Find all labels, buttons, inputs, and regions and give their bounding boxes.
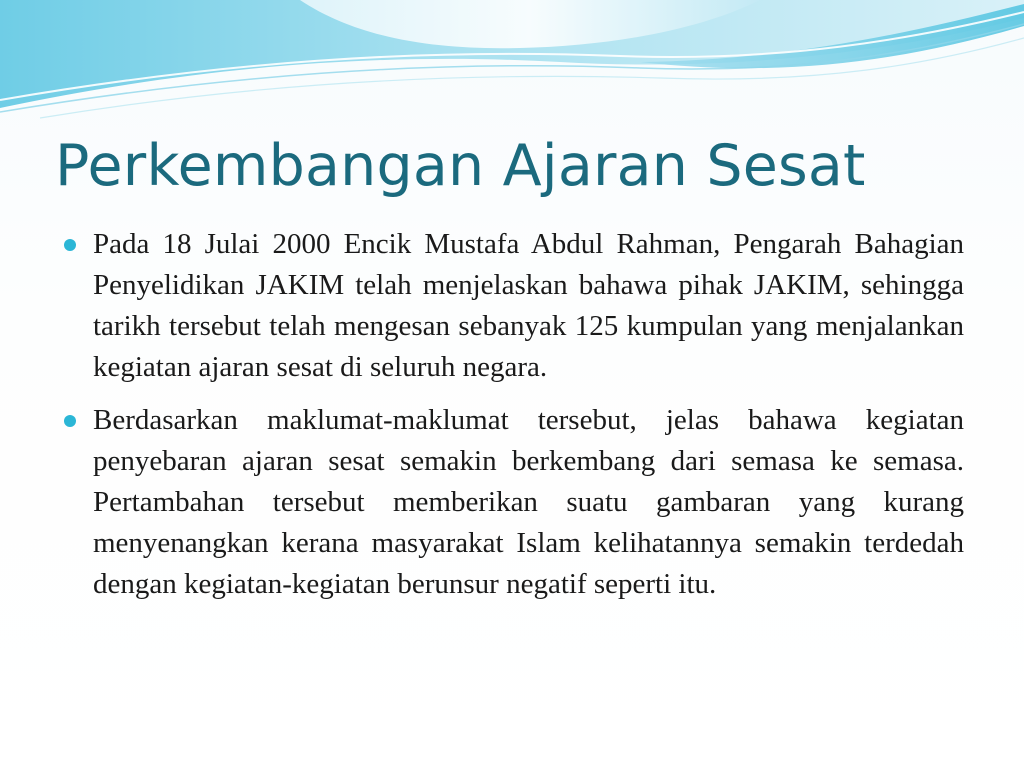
bullet-circle-icon xyxy=(64,239,76,251)
slide-title: Perkembangan Ajaran Sesat xyxy=(55,133,866,199)
header-wave-decoration xyxy=(0,0,1024,120)
bullet-item xyxy=(62,224,964,388)
bullet-text: Berdasarkan maklumat-maklumat tersebut, jelas bahawa kegiatan penyebaran ajaran sesat semakin berkembang dari semasa ke semasa. Pertambahan tersebut memberikan suatu gambaran yang kurang menyenangkan kerana masyarakat Islam kelihatannya semakin terdedah dengan kegiatan-kegiatan berunsur negatif seperti itu. xyxy=(93,404,964,600)
bullet-circle-icon xyxy=(64,415,76,427)
bullet-list xyxy=(62,224,964,617)
bullet-item xyxy=(62,400,964,605)
bullet-text: Pada 18 Julai 2000 Encik Mustafa Abdul Rahman, Pengarah Bahagian Penyelidikan JAKIM telah menjelaskan bahawa pihak JAKIM, sehingga tarikh tersebut telah mengesan sebanyak 125 kumpulan yang menjalankan kegiatan ajaran sesat di seluruh negara. xyxy=(93,228,964,383)
